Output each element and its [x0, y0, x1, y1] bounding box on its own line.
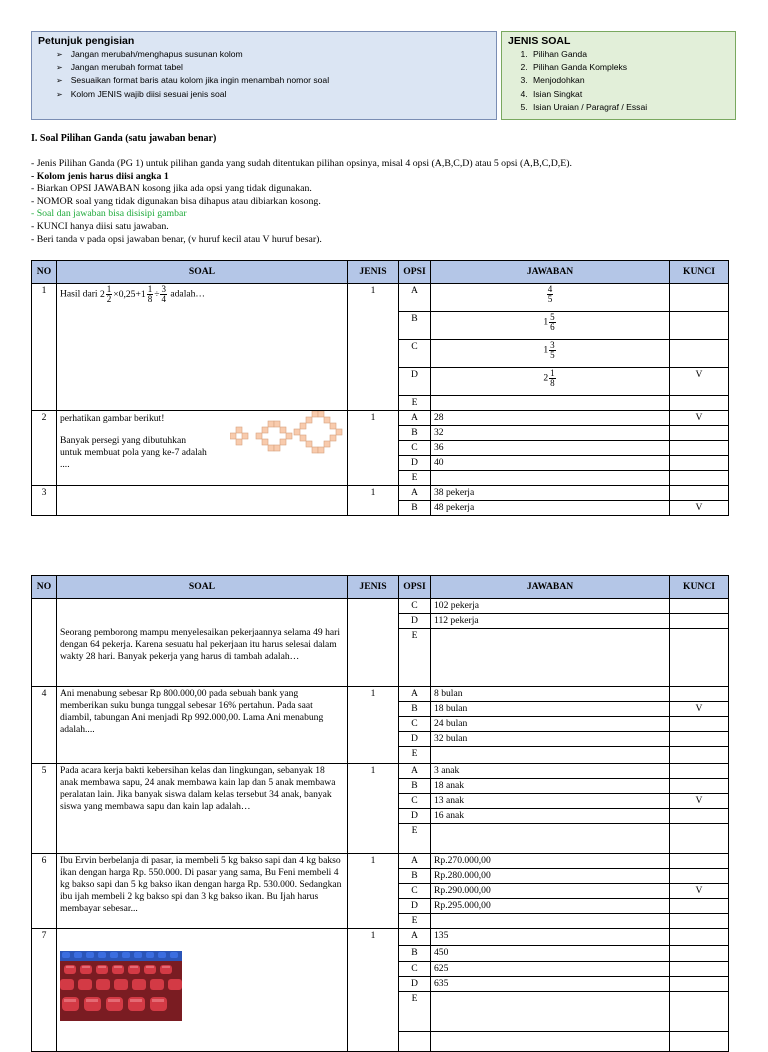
mixed-whole: 1 [543, 316, 549, 328]
option-label: C [399, 441, 431, 456]
option-key[interactable] [670, 929, 729, 946]
option-key[interactable] [670, 899, 729, 914]
question-jenis: 1 [348, 854, 399, 929]
option-answer[interactable]: 24 bulan [431, 717, 670, 732]
question-number: 2 [32, 411, 57, 486]
question-number: 3 [32, 486, 57, 516]
option-label: C [399, 794, 431, 809]
section-title: I. Soal Pilihan Ganda (satu jawaban benar) [31, 133, 217, 144]
note-line: - KUNCI hanya diisi satu jawaban. [31, 220, 169, 232]
question-suffix: adalah… [170, 288, 206, 300]
question-table-2 [31, 575, 729, 1052]
option-answer[interactable] [431, 368, 670, 396]
option-key[interactable]: V [670, 794, 729, 809]
option-key[interactable] [670, 687, 729, 702]
option-key[interactable] [670, 764, 729, 779]
option-key[interactable] [670, 340, 729, 368]
option-label: A [399, 929, 431, 946]
table-header-row [32, 576, 729, 599]
option-key[interactable] [670, 977, 729, 992]
question-line: Banyak persegi yang dibutuhkan untuk membuat pola yang ke-7 adalah .... [60, 435, 207, 470]
option-key[interactable] [670, 779, 729, 794]
option-label: A [399, 687, 431, 702]
question-number: 1 [32, 284, 57, 411]
option-label: B [399, 426, 431, 441]
option-key[interactable] [670, 962, 729, 977]
mixed-whole: 2 [543, 372, 549, 384]
question-body: Ani menabung sebesar Rp 800.000,00 pada sebuah bank yang memberikan suku bunga tunggal sebesar 16% pertahun. Pada saat diambil, tabungan Ani menjadi Rp 992.000,00. Lama Ani menabung adalah.... [60, 688, 324, 735]
jenis-soal-item: 5. Isian Uraian / Paragraf / Essai [530, 101, 735, 114]
option-key[interactable]: V [670, 884, 729, 899]
question-text[interactable] [57, 687, 348, 764]
instruction-item: ➢ Jangan merubah/menghapus susunan kolom [56, 48, 496, 61]
numerator: 5 [550, 312, 555, 322]
math-expression [99, 284, 170, 304]
header-opsi: OPSI [399, 261, 431, 284]
option-key[interactable] [670, 824, 729, 854]
option-answer[interactable]: 32 bulan [431, 732, 670, 747]
option-answer[interactable]: 18 anak [431, 779, 670, 794]
option-label: B [399, 779, 431, 794]
jenis-soal-box [501, 31, 736, 120]
numerator: 1 [147, 284, 153, 294]
option-key[interactable]: V [670, 411, 729, 426]
option-answer[interactable] [431, 340, 670, 368]
option-label: C [399, 884, 431, 899]
question-jenis: 1 [348, 486, 399, 516]
header-jenis: JENIS [348, 576, 399, 599]
option-key[interactable] [670, 869, 729, 884]
question-text[interactable] [57, 764, 348, 854]
option-answer[interactable] [431, 471, 670, 486]
option-label: D [399, 614, 431, 629]
stadium-seats-image [60, 951, 182, 1021]
option-label: D [399, 456, 431, 471]
option-answer[interactable]: 28 [431, 411, 670, 426]
option-key[interactable] [670, 809, 729, 824]
instructions-title: Petunjuk pengisian [38, 35, 135, 47]
question-text[interactable] [57, 929, 348, 1052]
header-opsi: OPSI [399, 576, 431, 599]
option-answer[interactable]: Rp.290.000,00 [431, 884, 670, 899]
table-row [32, 599, 729, 614]
option-label: A [399, 764, 431, 779]
option-key[interactable] [670, 717, 729, 732]
option-key[interactable] [670, 1032, 729, 1052]
question-number: 4 [32, 687, 57, 764]
header-no: NO [32, 576, 57, 599]
denominator: 8 [550, 378, 555, 388]
option-label: E [399, 747, 431, 764]
option-key[interactable] [670, 456, 729, 471]
note-line: - Jenis Pilihan Ganda (PG 1) untuk pilihan ganda yang sudah ditentukan pilihan opsinya, misal 4 opsi (A,B,C,D) atau 5 opsi (A,B,C,D,E). [31, 158, 572, 169]
question-jenis: 1 [348, 284, 399, 411]
option-key[interactable] [670, 992, 729, 1032]
option-label: C [399, 340, 431, 368]
option-label: B [399, 869, 431, 884]
fraction [106, 285, 113, 304]
option-key[interactable] [670, 614, 729, 629]
instruction-item: ➢ Kolom JENIS wajib diisi sesuai jenis soal [56, 88, 496, 101]
option-label: C [399, 599, 431, 614]
question-jenis [348, 599, 399, 687]
option-key[interactable] [670, 426, 729, 441]
option-answer[interactable]: 16 anak [431, 809, 670, 824]
option-label: E [399, 396, 431, 411]
note-line: - Biarkan OPSI JAWABAN kosong jika ada opsi yang tidak digunakan. [31, 183, 312, 195]
question-text[interactable] [57, 411, 348, 486]
option-key[interactable]: V [670, 501, 729, 516]
table-row [32, 687, 729, 702]
option-label: A [399, 854, 431, 869]
question-jenis: 1 [348, 929, 399, 1052]
option-key[interactable] [670, 732, 729, 747]
option-key[interactable] [670, 747, 729, 764]
question-number: 7 [32, 929, 57, 1052]
operator: ×0,25+ [113, 288, 141, 300]
option-label: E [399, 914, 431, 929]
option-key[interactable] [670, 946, 729, 962]
square-pattern-image [230, 411, 344, 457]
denominator: 4 [161, 294, 166, 304]
option-answer[interactable]: 635 [431, 977, 670, 992]
question-text[interactable] [57, 854, 348, 929]
pattern-image [230, 411, 344, 471]
table-header-row [32, 261, 729, 284]
option-key[interactable] [670, 396, 729, 411]
option-answer[interactable] [431, 747, 670, 764]
question-line: perhatikan gambar berikut! [60, 413, 165, 424]
option-key[interactable] [670, 854, 729, 869]
option-answer[interactable] [431, 284, 670, 312]
numerator: 3 [550, 340, 555, 350]
option-answer[interactable]: Rp.270.000,00 [431, 854, 670, 869]
denominator: 8 [147, 294, 153, 304]
option-answer[interactable] [431, 1032, 670, 1052]
numerator: 4 [547, 284, 553, 294]
option-answer[interactable] [431, 312, 670, 340]
option-answer[interactable]: 3 anak [431, 764, 670, 779]
jenis-soal-item: 2. Pilihan Ganda Kompleks [530, 61, 735, 74]
option-answer[interactable] [431, 992, 670, 1032]
option-key[interactable] [670, 599, 729, 614]
instruction-item: ➢ Sesuaikan format baris atau kolom jika ingin menambah nomor soal [56, 74, 496, 87]
option-label: D [399, 809, 431, 824]
option-answer[interactable]: 102 pekerja [431, 599, 670, 614]
question-jenis: 1 [348, 411, 399, 486]
option-label: E [399, 992, 431, 1032]
option-label: D [399, 368, 431, 396]
header-jenis: JENIS [348, 261, 399, 284]
table-row [32, 854, 729, 869]
option-label: B [399, 312, 431, 340]
header-soal: SOAL [57, 576, 348, 599]
question-body: Pada acara kerja bakti kebersihan kelas dan lingkungan, sebanyak 18 anak membawa sapu, 24 anak membawa kain lap dan 5 anak membawa peralatan lain. Jika banyak siswa dalam kelas tersebut 34 anak, banyak siswa yang membawa sapu dan kain lap adalah… [60, 765, 336, 812]
option-label: B [399, 702, 431, 717]
denominator: 2 [106, 294, 112, 304]
mixed-whole: 1 [140, 288, 146, 300]
option-answer[interactable]: 8 bulan [431, 687, 670, 702]
denominator: 6 [550, 322, 555, 332]
option-answer[interactable]: 32 [431, 426, 670, 441]
option-answer[interactable]: 112 pekerja [431, 614, 670, 629]
option-answer[interactable]: 135 [431, 929, 670, 946]
question-number [32, 599, 57, 687]
option-answer[interactable]: 48 pekerja [431, 501, 670, 516]
option-key[interactable] [670, 914, 729, 929]
question-number: 5 [32, 764, 57, 854]
fraction [549, 369, 556, 388]
option-answer[interactable]: Rp.295.000,00 [431, 899, 670, 914]
table-row [32, 411, 729, 426]
mixed-whole: 1 [543, 344, 549, 356]
option-answer[interactable]: 38 pekerja [431, 486, 670, 501]
option-label: C [399, 717, 431, 732]
option-answer[interactable]: 18 bulan [431, 702, 670, 717]
jenis-soal-list [502, 48, 735, 114]
option-answer[interactable]: 36 [431, 441, 670, 456]
option-label: A [399, 486, 431, 501]
header-kunci: KUNCI [670, 261, 729, 284]
option-answer[interactable] [431, 914, 670, 929]
question-number: 6 [32, 854, 57, 929]
option-label: D [399, 977, 431, 992]
instructions-list [32, 48, 496, 101]
option-answer[interactable] [431, 629, 670, 687]
denominator: 5 [550, 350, 555, 360]
option-answer[interactable]: 450 [431, 946, 670, 962]
numerator: 1 [550, 368, 555, 378]
jenis-soal-title: JENIS SOAL [508, 35, 571, 47]
instruction-item: ➢ Jangan merubah format tabel [56, 61, 496, 74]
fraction [549, 341, 556, 360]
option-label: E [399, 824, 431, 854]
jenis-soal-item: 3. Menjodohkan [530, 74, 735, 87]
option-key[interactable] [670, 284, 729, 312]
option-label: E [399, 629, 431, 687]
option-key[interactable] [670, 471, 729, 486]
option-key[interactable] [670, 441, 729, 456]
option-label: D [399, 899, 431, 914]
denominator: 5 [547, 294, 553, 304]
option-label: B [399, 501, 431, 516]
option-label: A [399, 411, 431, 426]
section-notes [31, 158, 572, 246]
option-answer[interactable]: 40 [431, 456, 670, 471]
option-key[interactable]: V [670, 368, 729, 396]
question-jenis: 1 [348, 687, 399, 764]
jenis-soal-item: 4. Isian Singkat [530, 88, 735, 101]
table-row [32, 929, 729, 946]
option-key[interactable] [670, 629, 729, 687]
question-table-1 [31, 260, 729, 516]
note-line: - Kolom jenis harus diisi angka 1 [31, 170, 169, 182]
option-answer[interactable] [431, 824, 670, 854]
option-label [399, 1032, 431, 1052]
question-text[interactable] [57, 599, 348, 687]
jenis-soal-item: 1. Pilihan Ganda [530, 48, 735, 61]
option-label: C [399, 962, 431, 977]
instructions-box [31, 31, 497, 120]
table-row [32, 486, 729, 501]
question-text[interactable] [57, 284, 348, 411]
header-kunci: KUNCI [670, 576, 729, 599]
option-label: B [399, 946, 431, 962]
question-jenis: 1 [348, 764, 399, 854]
note-line: - Soal dan jawaban bisa disisipi gambar [31, 208, 187, 220]
option-key[interactable] [670, 486, 729, 501]
note-line: - NOMOR soal yang tidak digunakan bisa dihapus atau dibiarkan kosong. [31, 195, 321, 207]
table-row [32, 764, 729, 779]
fraction [549, 313, 556, 332]
note-line: - Beri tanda v pada opsi jawaban benar, (v huruf kecil atau V huruf besar). [31, 233, 322, 245]
header-no: NO [32, 261, 57, 284]
header-jawaban: JAWABAN [431, 576, 670, 599]
option-label: A [399, 284, 431, 312]
option-key[interactable] [670, 312, 729, 340]
question-prefix: Hasil dari [60, 288, 98, 300]
option-label: D [399, 732, 431, 747]
question-body: Ibu Ervin berbelanja di pasar, ia membeli 5 kg bakso sapi dan 4 kg bakso ikan dengan harga Rp. 550.000. Di pasar yang sama, Bu Feni membeli 4 kg bakso sapi dan 5 kg bakso ikan dengan harga Rp. 530.000. Sedangkan ibu ijah membeli 2 kg bakso spi dan 3 kg bakso ikan. Bu Ijah harus membayar sebesar... [60, 855, 342, 914]
header-soal: SOAL [57, 261, 348, 284]
fraction [547, 285, 554, 304]
mixed-whole: 2 [99, 288, 105, 300]
option-answer[interactable]: Rp.280.000,00 [431, 869, 670, 884]
header-jawaban: JAWABAN [431, 261, 670, 284]
option-answer[interactable]: 625 [431, 962, 670, 977]
fraction [147, 285, 154, 304]
numerator: 1 [106, 284, 112, 294]
operator: ÷ [154, 288, 160, 300]
table-row [32, 284, 729, 312]
option-key[interactable]: V [670, 702, 729, 717]
question-text[interactable] [57, 486, 348, 516]
numerator: 3 [161, 284, 166, 294]
option-label: E [399, 471, 431, 486]
option-answer[interactable] [431, 396, 670, 411]
question-body: Seorang pemborong mampu menyelesaikan pekerjaannya selama 49 hari dengan 64 pekerja. Karena sesuatu hal pekerjaan itu harus selesai dalam wakty 28 hari. Banyak pekerja yang harus di tambah adalah… [60, 627, 340, 662]
option-answer[interactable]: 13 anak [431, 794, 670, 809]
fraction [160, 285, 167, 304]
